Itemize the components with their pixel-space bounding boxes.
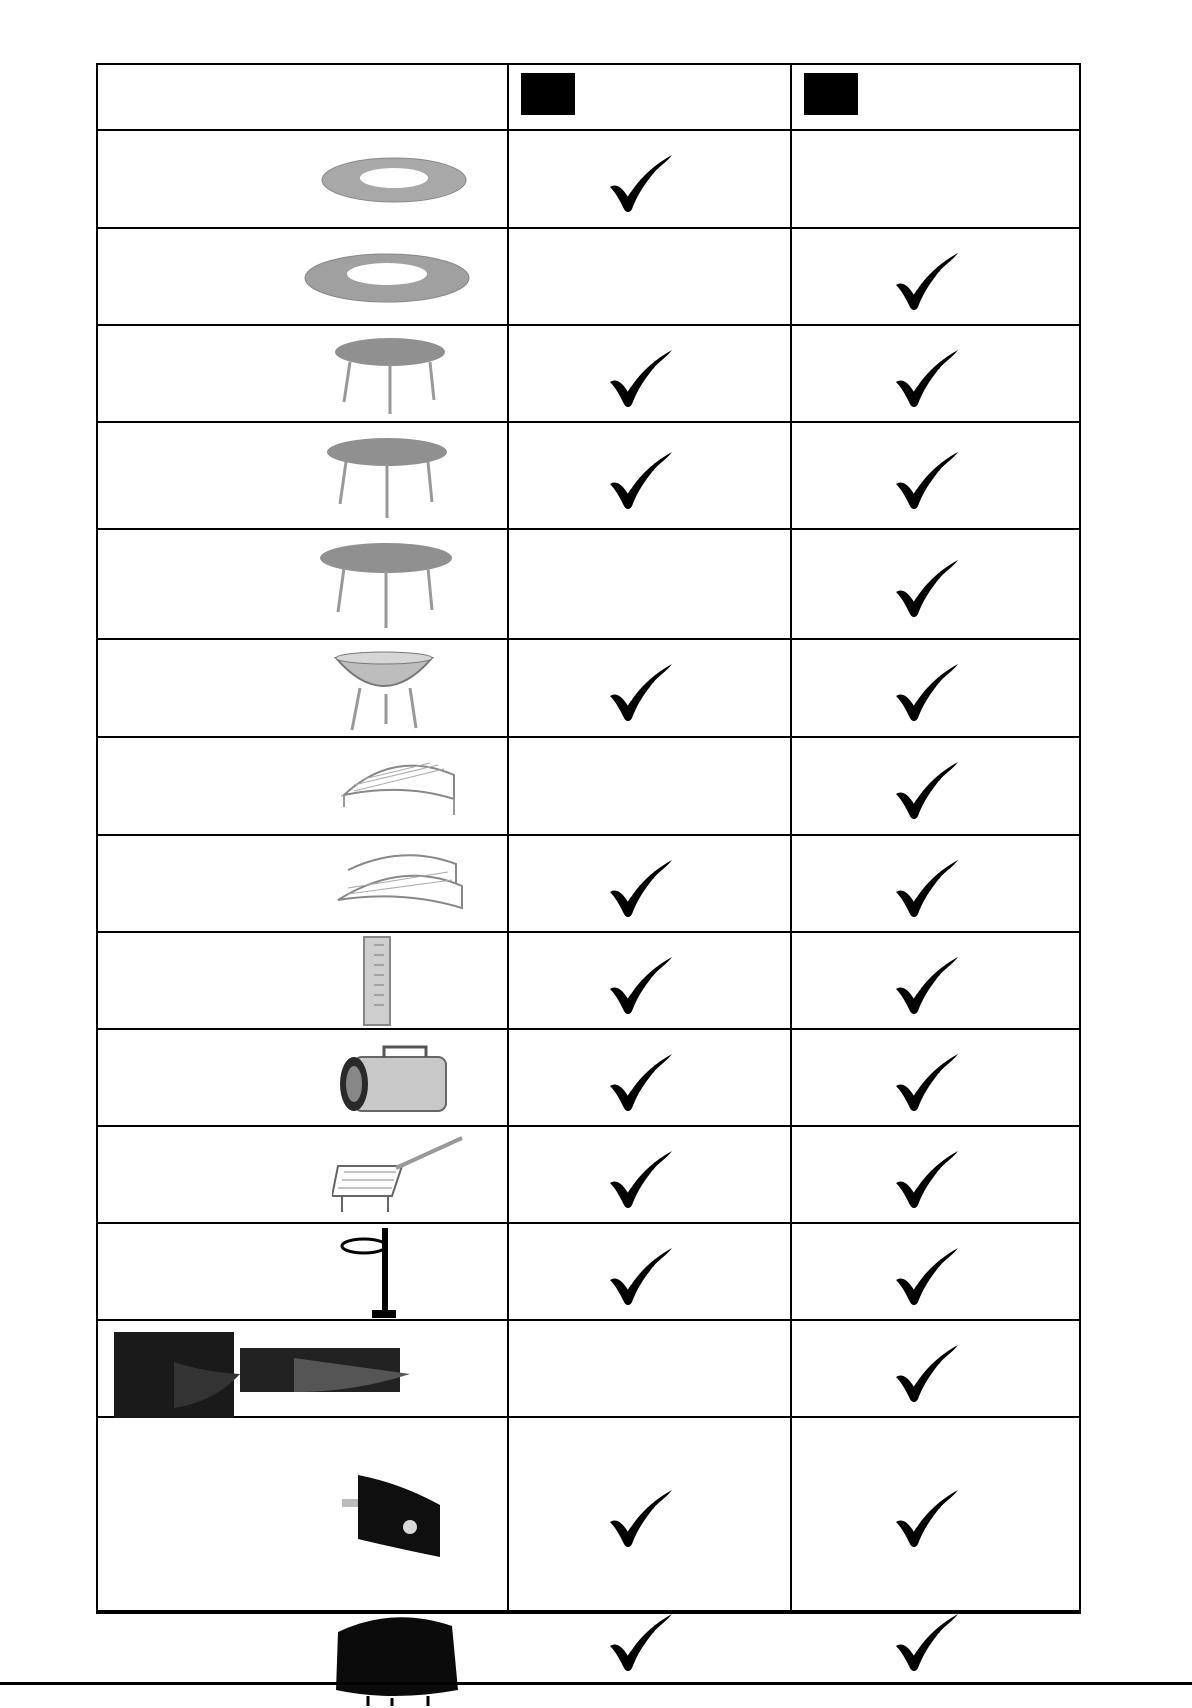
grill-cover-icon [332,1612,462,1708]
handheld-grill-basket-icon [332,1136,466,1216]
compatibility-cell-b [792,1418,1081,1610]
rotisserie-stand-icon [340,1226,420,1320]
checkmark-icon [892,1052,962,1114]
compatibility-cell-b [792,229,1081,324]
product-image-cell [96,229,509,324]
compatibility-cell-b [792,933,1081,1028]
table-row [96,326,1081,423]
checkmark-icon [606,858,676,920]
product-image-cell [96,530,509,638]
table-row [96,229,1081,326]
grill-ring-large-icon [302,248,472,308]
product-image-cell [96,836,509,931]
compatibility-cell-a [509,229,792,324]
checkmark-icon [606,955,676,1017]
product-image-cell [96,738,509,834]
checkmark-icon [892,1488,962,1550]
table-row [96,640,1081,738]
compatibility-cell-b [792,1321,1081,1416]
compatibility-cell-b [792,1127,1081,1222]
checkmark-icon [892,1343,962,1405]
checkmark-icon [892,662,962,724]
product-image-cell [96,131,509,227]
product-image-cell [96,640,509,736]
checkmark-icon [606,1612,676,1674]
compatibility-cell-b [792,326,1081,421]
table-row [96,933,1081,1030]
compatibility-cell-a [509,1127,792,1222]
table-row [96,423,1081,530]
table-row [96,1127,1081,1224]
checkmark-icon [606,1246,676,1308]
table-row [96,131,1081,229]
compatibility-cell-b [792,530,1081,638]
compatibility-cell-a [509,1224,792,1319]
product-image-cell [96,326,509,421]
compatibility-cell-a [509,1030,792,1125]
checkmark-icon [892,1246,962,1308]
checkmark-icon [892,1612,962,1674]
compatibility-cell-a [509,131,792,227]
table-header-row [96,63,1081,131]
table-row [96,1321,1081,1418]
checkmark-icon [892,760,962,822]
checkmark-icon [606,153,676,215]
checkmark-icon [606,1149,676,1211]
checkmark-icon [892,558,962,620]
table-row [96,836,1081,933]
grill-plate-small-icon [330,332,450,418]
double-grill-grate-icon [332,850,468,920]
header-cell-product [96,63,509,129]
product-image-cell [96,933,509,1028]
checkmark-icon [606,1052,676,1114]
compatibility-cell-a [509,836,792,931]
table-row [96,1418,1081,1612]
compatibility-cell-a [509,423,792,528]
redacted-model-label [804,73,858,115]
checkmark-icon [606,662,676,724]
compatibility-cell-b [792,131,1081,227]
checkmark-icon [892,955,962,1017]
grill-plate-large-icon [316,538,456,632]
table-row [96,1030,1081,1127]
compatibility-cell-a [509,1418,792,1610]
checkmark-icon [606,348,676,410]
product-image-cell [96,1127,509,1222]
checkmark-icon [892,348,962,410]
heat-shield-door-icon [340,1469,444,1561]
compatibility-cell-b [792,1224,1081,1319]
checkmark-icon [892,858,962,920]
compatibility-cell-a [509,738,792,834]
table-row [96,1612,1081,1614]
compatibility-cell-a [509,1321,792,1416]
checkmark-icon [606,1488,676,1550]
product-image-cell [96,1224,509,1319]
redacted-model-label [521,73,575,115]
side-shelf-icon [114,1322,414,1418]
table-row [96,530,1081,640]
compatibility-cell-b [792,1030,1081,1125]
product-image-cell [96,1321,509,1416]
wok-pan-icon [324,644,444,734]
product-image-cell [96,423,509,528]
compatibility-cell-b [792,836,1081,931]
half-grill-grate-icon [334,755,464,819]
compatibility-cell-a [509,640,792,736]
compatibility-cell-a [509,933,792,1028]
header-cell-variant_b [792,63,1081,129]
checkmark-icon [892,251,962,313]
checkmark-icon [606,450,676,512]
charcoal-chimney-icon [330,1043,450,1115]
compatibility-cell-a [509,326,792,421]
compatibility-cell-b [792,640,1081,736]
table-row [96,1224,1081,1321]
compatibility-cell-a [509,530,792,638]
checkmark-icon [892,1149,962,1211]
header-cell-variant_a [509,63,792,129]
compatibility-cell-b [792,738,1081,834]
grill-ring-small-icon [314,150,474,210]
vertical-rack-icon [354,935,400,1029]
grill-plate-medium-icon [322,432,452,522]
product-image-cell [96,1418,509,1610]
compatibility-cell-b [792,423,1081,528]
table-row [96,738,1081,836]
checkmark-icon [892,450,962,512]
product-image-cell [96,1030,509,1125]
